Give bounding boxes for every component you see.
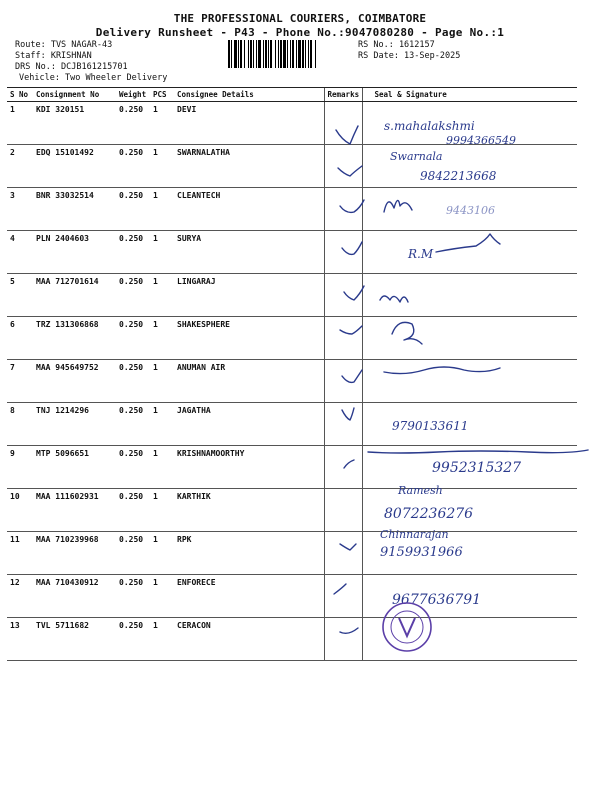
cell-consignment: MAA 710239968 [33,532,116,575]
table-row [7,403,577,446]
table-row [7,489,577,532]
cell-consignee: RPK [174,532,324,575]
cell-sno: 6 [7,317,33,360]
cell-seal-signature [362,274,577,317]
cell-weight: 0.250 [116,403,150,446]
barcode-bar [283,40,286,68]
cell-weight: 0.250 [116,317,150,360]
cell-remarks [324,102,362,145]
cell-weight: 0.250 [116,575,150,618]
barcode-bar [244,40,245,68]
cell-consignee: KRISHNAMOORTHY [174,446,324,489]
cell-sno: 9 [7,446,33,489]
cell-consignee: SURYA [174,231,324,274]
cell-sno: 11 [7,532,33,575]
cell-consignment: MAA 710430912 [33,575,116,618]
barcode-bar [234,40,237,68]
barcode-bar [290,40,291,68]
cell-consignee: DEVI [174,102,324,145]
barcode-bar [250,40,252,68]
cell-seal-signature [362,360,577,403]
table-row [7,317,577,360]
cell-sno: 10 [7,489,33,532]
cell-seal-signature [362,317,577,360]
cell-pcs: 1 [150,575,174,618]
barcode-bar [268,40,269,68]
cell-weight: 0.250 [116,532,150,575]
cell-weight: 0.250 [116,360,150,403]
table-row [7,231,577,274]
barcode-bar [238,40,239,68]
cell-weight: 0.250 [116,188,150,231]
cell-weight: 0.250 [116,145,150,188]
cell-sno: 3 [7,188,33,231]
cell-consignment: MAA 111602931 [33,489,116,532]
cell-consignee: CERACON [174,618,324,661]
rs-date: RS Date: 13-Sep-2025 [358,51,461,61]
barcode-bar [305,40,306,68]
barcode-bar [287,40,288,68]
col-consignment: Consignment No [33,88,116,102]
barcode-bar [248,40,249,68]
cell-remarks [324,575,362,618]
cell-sno: 8 [7,403,33,446]
vehicle-label: Vehicle: Two Wheeler Delivery [19,73,168,83]
cell-sno: 4 [7,231,33,274]
cell-consignment: MAA 712701614 [33,274,116,317]
sig-row12-phone: 9677636791 [392,592,482,608]
table-row [7,618,577,661]
cell-pcs: 1 [150,446,174,489]
company-title: THE PROFESSIONAL COURIERS, COIMBATORE [173,12,427,25]
barcode-bar [231,40,232,68]
cell-seal-signature [362,489,577,532]
sig-row10-phone: 8072236276 [384,506,474,522]
route-label: Route: TVS NAGAR-43 [15,40,113,50]
cell-pcs: 1 [150,618,174,661]
cell-remarks [324,188,362,231]
cell-pcs: 1 [150,317,174,360]
sig-row3-phone: 9443106 [446,204,495,217]
sig-row2-phone: 9842213668 [420,169,497,183]
cell-pcs: 1 [150,145,174,188]
cell-pcs: 1 [150,403,174,446]
sig-row9-phone: 9952315327 [432,460,522,476]
cell-pcs: 1 [150,360,174,403]
table-row [7,446,577,489]
cell-seal-signature [362,532,577,575]
barcode-bar [280,40,282,68]
cell-sno: 12 [7,575,33,618]
sig-row1: s.mahalakshmi [384,119,475,133]
rs-number: RS No.: 1612157 [358,40,435,50]
table-row [7,102,577,145]
sig-row10: Ramesh [398,484,443,497]
barcode-bar [296,40,297,68]
table-row [7,145,577,188]
cell-seal-signature [362,446,577,489]
barcode-bar [292,40,294,68]
table-row [7,575,577,618]
cell-weight: 0.250 [116,618,150,661]
cell-remarks [324,532,362,575]
barcode-bar [278,40,279,68]
cell-consignee: KARTHIK [174,489,324,532]
cell-remarks [324,360,362,403]
sig-row1-phone: 9994366549 [446,134,516,147]
barcode-bar [308,40,309,68]
barcode-bar [302,40,304,68]
cell-consignment: TVL 5711682 [33,618,116,661]
barcode-bar [270,40,272,68]
cell-weight: 0.250 [116,231,150,274]
barcode-bar [310,40,312,68]
cell-consignee: JAGATHA [174,403,324,446]
cell-consignee: ANUMAN AIR [174,360,324,403]
cell-pcs: 1 [150,231,174,274]
barcode-bar [315,40,316,68]
cell-consignee: CLEANTECH [174,188,324,231]
barcode [228,40,354,68]
staff-label: Staff: KRISHNAN [15,51,92,61]
cell-remarks [324,446,362,489]
cell-consignment: MAA 945649752 [33,360,116,403]
cell-consignment: BNR 33032514 [33,188,116,231]
cell-remarks [324,231,362,274]
cell-consignment: EDQ 15101492 [33,145,116,188]
barcode-bar [258,40,261,68]
barcode-bar [256,40,257,68]
cell-seal-signature [362,145,577,188]
barcode-bar [263,40,264,68]
cell-seal-signature [362,102,577,145]
cell-pcs: 1 [150,274,174,317]
cell-remarks [324,403,362,446]
cell-sno: 7 [7,360,33,403]
table-row [7,532,577,575]
cell-remarks [324,274,362,317]
barcode-bar [275,40,276,68]
cell-pcs: 1 [150,188,174,231]
cell-pcs: 1 [150,532,174,575]
col-seal: Seal & Signature [362,88,577,102]
cell-seal-signature [362,403,577,446]
cell-consignee: SHAKESPHERE [174,317,324,360]
table-row [7,274,577,317]
cell-consignment: TRZ 131306868 [33,317,116,360]
sig-row11-phone: 9159931966 [380,545,463,560]
col-remarks: Remarks [324,88,362,102]
table-row [7,360,577,403]
col-pcs: PCS [150,88,174,102]
cell-consignee: ENFORECE [174,575,324,618]
barcode-bar [298,40,301,68]
sig-row11: Chinnarajan [380,528,449,541]
cell-remarks [324,489,362,532]
cell-consignment: PLN 2404603 [33,231,116,274]
cell-pcs: 1 [150,102,174,145]
col-sno: S No [7,88,33,102]
barcode-bar [265,40,267,68]
cell-sno: 13 [7,618,33,661]
cell-sno: 5 [7,274,33,317]
cell-remarks [324,317,362,360]
cell-consignee: SWARNALATHA [174,145,324,188]
table-row [7,188,577,231]
barcode-bar [253,40,254,68]
cell-sno: 1 [7,102,33,145]
cell-consignment: MTP 5096651 [33,446,116,489]
cell-sno: 2 [7,145,33,188]
cell-weight: 0.250 [116,274,150,317]
runsheet-table [7,87,577,661]
table-header-row [7,88,577,102]
cell-weight: 0.250 [116,489,150,532]
cell-seal-signature [362,231,577,274]
company-seal-stamp [380,600,434,654]
cell-consignment: KDI 320151 [33,102,116,145]
sig-row4: R.M [408,247,434,261]
col-weight: Weight [116,88,150,102]
cell-weight: 0.250 [116,102,150,145]
cell-remarks [324,145,362,188]
cell-seal-signature [362,188,577,231]
sig-row8-phone: 9790133611 [392,419,469,433]
cell-remarks [324,618,362,661]
sig-row2: Swarnala [390,150,443,163]
cell-consignment: TNJ 1214296 [33,403,116,446]
barcode-bar [240,40,242,68]
drs-number: DRS No.: DCJB161215701 [15,62,128,72]
barcode-bar [228,40,230,68]
cell-weight: 0.250 [116,446,150,489]
cell-pcs: 1 [150,489,174,532]
runsheet-subtitle: Delivery Runsheet - P43 - Phone No.:9047080280 - Page No.:1 [95,26,505,39]
cell-consignee: LINGARAJ [174,274,324,317]
col-consignee: Consignee Details [174,88,324,102]
